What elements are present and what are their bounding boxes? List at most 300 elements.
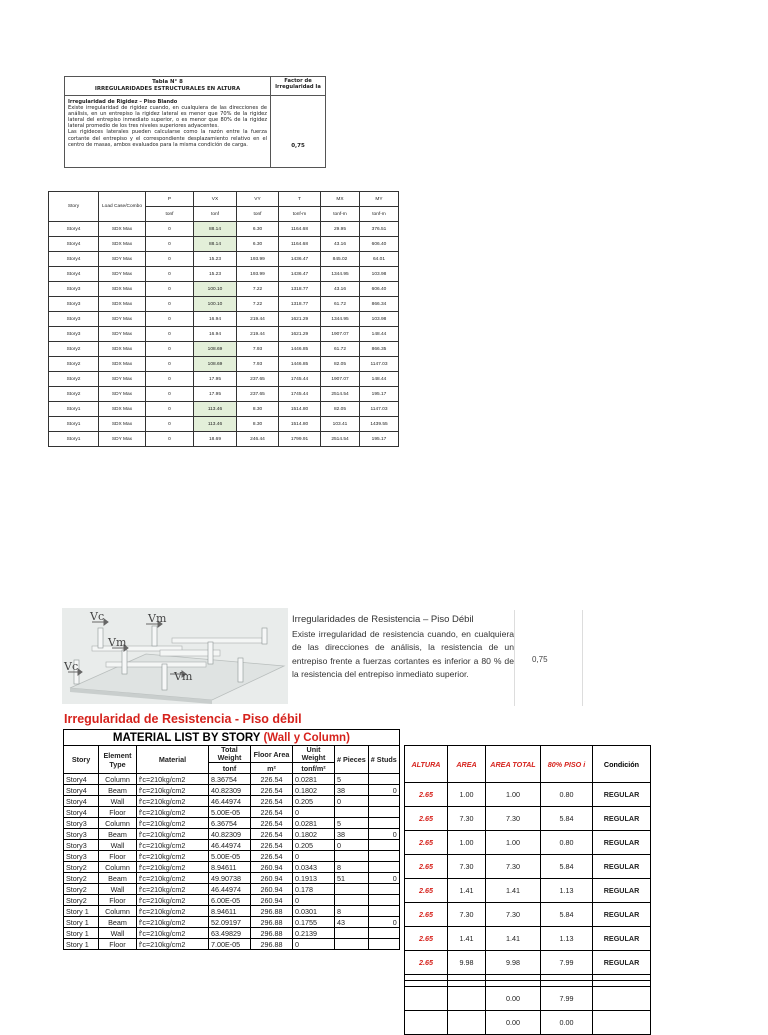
material-cell-unit-weight: 0 xyxy=(293,895,335,906)
forces-cell-t: 1745.44 xyxy=(279,387,321,402)
diagram-label-vc: Vc xyxy=(64,660,79,673)
material-cell-studs xyxy=(368,939,399,950)
forces-cell-p: 0 xyxy=(146,312,194,327)
material-cell-total-weight: 8.94611 xyxy=(209,906,251,917)
material-cell-story: Story 1 xyxy=(64,939,99,950)
forces-row xyxy=(49,342,399,357)
forces-cell-vy: 193.99 xyxy=(237,267,279,282)
material-cell-floor-area: 296.88 xyxy=(251,939,293,950)
check-row xyxy=(405,951,651,975)
forces-cell-vx: 100.10 xyxy=(194,297,237,312)
forces-cell-loadcase: SDX Max xyxy=(99,402,146,417)
material-row xyxy=(64,818,400,829)
material-cell-unit-weight: 0.178 xyxy=(293,884,335,895)
forces-cell-mx: 1907.07 xyxy=(321,372,360,387)
material-cell-floor-area: 260.94 xyxy=(251,873,293,884)
check-cell-80-piso: 1.13 xyxy=(541,927,593,951)
material-cell-total-weight: 6.00E-05 xyxy=(209,895,251,906)
forces-cell-p: 0 xyxy=(146,267,194,282)
forces-header-mx: MX xyxy=(321,192,360,207)
forces-cell-p: 0 xyxy=(146,237,194,252)
check-cell-altura xyxy=(405,987,448,1011)
forces-cell-loadcase: SDX Max xyxy=(99,282,146,297)
material-cell-unit-weight: 0 xyxy=(293,939,335,950)
check-cell-80-piso: 1.13 xyxy=(541,879,593,903)
check-cell-area: 1.41 xyxy=(448,927,486,951)
check-header-80-piso: 80% PISO i xyxy=(541,746,593,783)
check-cell-area-total: 7.30 xyxy=(486,855,541,879)
material-cell-pieces: 5 xyxy=(335,774,369,785)
check-extra-row xyxy=(405,987,651,1011)
material-cell-story: Story 1 xyxy=(64,917,99,928)
check-cell-80-piso: 5.84 xyxy=(541,855,593,879)
forces-cell-vy: 8.30 xyxy=(237,402,279,417)
forces-cell-mx: 43.16 xyxy=(321,282,360,297)
material-cell-studs xyxy=(368,818,399,829)
check-row xyxy=(405,783,651,807)
check-extra-row xyxy=(405,1011,651,1035)
check-cell-area-total: 1.41 xyxy=(486,879,541,903)
material-row xyxy=(64,785,400,796)
material-cell-story: Story4 xyxy=(64,774,99,785)
material-header-element-type: Element Type xyxy=(99,746,137,774)
material-cell-studs xyxy=(368,862,399,873)
forces-cell-mx: 82.05 xyxy=(321,357,360,372)
forces-row xyxy=(49,267,399,282)
check-cell-altura: 2.65 xyxy=(405,879,448,903)
material-row xyxy=(64,807,400,818)
material-cell-studs xyxy=(368,906,399,917)
tabla-8-box xyxy=(64,76,326,168)
forces-cell-p: 0 xyxy=(146,297,194,312)
forces-cell-loadcase: SDY Max xyxy=(99,372,146,387)
check-cell-area: 7.30 xyxy=(448,807,486,831)
material-cell-unit-weight: 0.205 xyxy=(293,796,335,807)
material-unit: tonf xyxy=(209,763,251,774)
forces-cell-vy: 237.65 xyxy=(237,372,279,387)
forces-cell-t: 1621.29 xyxy=(279,327,321,342)
material-cell-pieces: 8 xyxy=(335,906,369,917)
material-row xyxy=(64,862,400,873)
material-row xyxy=(64,939,400,950)
check-cell-area-total: 0.00 xyxy=(486,1011,541,1035)
forces-row xyxy=(49,297,399,312)
forces-header-vy: VY xyxy=(237,192,279,207)
material-cell-material: f'c=210kg/cm2 xyxy=(137,774,209,785)
divider xyxy=(514,610,515,706)
forces-cell-loadcase: SDX Max xyxy=(99,417,146,432)
forces-cell-p: 0 xyxy=(146,327,194,342)
material-cell-pieces: 0 xyxy=(335,840,369,851)
check-cell-condicion: REGULAR xyxy=(593,783,651,807)
material-cell-element-type: Floor xyxy=(99,939,137,950)
material-cell-material: f'c=210kg/cm2 xyxy=(137,796,209,807)
check-row xyxy=(405,927,651,951)
check-cell-altura xyxy=(405,1011,448,1035)
material-header-total-weight: Total Weight xyxy=(209,746,251,763)
check-cell-area xyxy=(448,987,486,1011)
material-header-material: Material xyxy=(137,746,209,774)
forces-cell-my: 866.35 xyxy=(360,342,399,357)
material-cell-total-weight: 63.49829 xyxy=(209,928,251,939)
forces-cell-mx: 2514.54 xyxy=(321,387,360,402)
material-cell-unit-weight: 0.0281 xyxy=(293,818,335,829)
material-cell-total-weight: 52.09197 xyxy=(209,917,251,928)
tabla-8-right xyxy=(271,77,325,167)
check-cell-altura: 2.65 xyxy=(405,807,448,831)
tabla-8-header xyxy=(65,77,270,96)
forces-cell-t: 1318.77 xyxy=(279,282,321,297)
forces-cell-loadcase: SDX Max xyxy=(99,297,146,312)
forces-cell-p: 0 xyxy=(146,252,194,267)
material-cell-studs: 0 xyxy=(368,785,399,796)
material-cell-total-weight: 6.36754 xyxy=(209,818,251,829)
forces-row xyxy=(49,327,399,342)
forces-cell-t: 1514.80 xyxy=(279,417,321,432)
forces-cell-my: 148.44 xyxy=(360,327,399,342)
material-cell-material: f'c=210kg/cm2 xyxy=(137,906,209,917)
material-row xyxy=(64,928,400,939)
diagram-label-vm: Vm xyxy=(108,636,127,649)
forces-header-loadcase: Load Case/Combo xyxy=(99,192,146,222)
forces-cell-story: Story1 xyxy=(49,432,99,447)
material-header-studs: # Studs xyxy=(368,746,399,774)
check-cell-area-total: 7.30 xyxy=(486,903,541,927)
material-cell-story: Story3 xyxy=(64,840,99,851)
forces-cell-my: 376.51 xyxy=(360,222,399,237)
forces-cell-my: 64.01 xyxy=(360,252,399,267)
forces-cell-story: Story2 xyxy=(49,372,99,387)
forces-row xyxy=(49,402,399,417)
tabla-8-body xyxy=(65,96,270,148)
material-header-floor-area: Floor Area xyxy=(251,746,293,763)
forces-cell-p: 0 xyxy=(146,282,194,297)
material-header-unit-weight: Unit Weight xyxy=(293,746,335,763)
material-cell-element-type: Beam xyxy=(99,917,137,928)
material-cell-element-type: Wall xyxy=(99,796,137,807)
check-cell-area-total: 7.30 xyxy=(486,807,541,831)
forces-unit: tonf-m xyxy=(360,207,399,222)
material-cell-story: Story 1 xyxy=(64,928,99,939)
forces-cell-my: 195.17 xyxy=(360,387,399,402)
forces-cell-my: 606.40 xyxy=(360,237,399,252)
material-cell-unit-weight: 0 xyxy=(293,851,335,862)
material-table-title-text: MATERIAL LIST BY STORY xyxy=(112,731,261,744)
material-cell-material: f'c=210kg/cm2 xyxy=(137,785,209,796)
check-cell-80-piso: 5.84 xyxy=(541,807,593,831)
material-cell-material: f'c=210kg/cm2 xyxy=(137,840,209,851)
material-cell-floor-area: 226.54 xyxy=(251,829,293,840)
material-cell-element-type: Wall xyxy=(99,928,137,939)
material-cell-element-type: Column xyxy=(99,774,137,785)
material-cell-material: f'c=210kg/cm2 xyxy=(137,862,209,873)
forces-cell-story: Story4 xyxy=(49,222,99,237)
forces-cell-loadcase: SDX Max xyxy=(99,342,146,357)
factor-irregularidad-header: Factor de Irregularidad Ia xyxy=(271,77,325,96)
material-cell-material: f'c=210kg/cm2 xyxy=(137,895,209,906)
material-cell-story: Story4 xyxy=(64,785,99,796)
material-table-title xyxy=(64,730,400,746)
forces-cell-t: 1621.29 xyxy=(279,312,321,327)
check-cell-condicion: REGULAR xyxy=(593,927,651,951)
material-cell-pieces xyxy=(335,807,369,818)
forces-cell-my: 148.44 xyxy=(360,372,399,387)
material-cell-pieces: 43 xyxy=(335,917,369,928)
forces-cell-vx: 100.10 xyxy=(194,282,237,297)
forces-cell-mx: 61.72 xyxy=(321,297,360,312)
forces-row xyxy=(49,282,399,297)
forces-cell-mx: 61.72 xyxy=(321,342,360,357)
forces-cell-vy: 7.93 xyxy=(237,357,279,372)
material-cell-total-weight: 8.36754 xyxy=(209,774,251,785)
resistencia-title: Irregularidades de Resistencia – Piso Débil xyxy=(292,614,474,625)
check-cell-altura: 2.65 xyxy=(405,831,448,855)
forces-cell-story: Story2 xyxy=(49,387,99,402)
material-cell-element-type: Beam xyxy=(99,785,137,796)
material-cell-pieces: 38 xyxy=(335,785,369,796)
resistencia-box xyxy=(62,606,584,706)
forces-header-p: P xyxy=(146,192,194,207)
material-row xyxy=(64,895,400,906)
material-list-table xyxy=(63,729,400,950)
material-row xyxy=(64,796,400,807)
forces-cell-vy: 6.30 xyxy=(237,222,279,237)
check-row xyxy=(405,807,651,831)
check-cell-area: 1.00 xyxy=(448,783,486,807)
forces-cell-vx: 15.23 xyxy=(194,252,237,267)
check-cell-condicion xyxy=(593,1011,651,1035)
forces-cell-p: 0 xyxy=(146,432,194,447)
forces-cell-p: 0 xyxy=(146,357,194,372)
forces-cell-loadcase: SDY Max xyxy=(99,267,146,282)
forces-cell-p: 0 xyxy=(146,372,194,387)
factor-irregularidad-value: 0,75 xyxy=(291,142,305,149)
material-cell-pieces xyxy=(335,939,369,950)
material-cell-floor-area: 260.94 xyxy=(251,862,293,873)
check-cell-condicion xyxy=(593,987,651,1011)
material-cell-floor-area: 226.54 xyxy=(251,774,293,785)
forces-row xyxy=(49,357,399,372)
forces-cell-loadcase: SDY Max xyxy=(99,252,146,267)
check-cell-condicion: REGULAR xyxy=(593,951,651,975)
forces-cell-vx: 16.94 xyxy=(194,327,237,342)
material-cell-story: Story2 xyxy=(64,862,99,873)
material-row xyxy=(64,917,400,928)
material-cell-total-weight: 46.44974 xyxy=(209,796,251,807)
check-cell-80-piso: 0.80 xyxy=(541,783,593,807)
resistencia-description: Existe irregularidad de resistencia cuando, en cualquiera de las direcciones de análisis, la resistencia de un entrepiso frente a fuerzas cortantes es inferior a 80 % de la resistencia del entrepiso inmediato superior. xyxy=(292,629,514,679)
material-cell-element-type: Column xyxy=(99,906,137,917)
check-cell-altura: 2.65 xyxy=(405,783,448,807)
material-row xyxy=(64,840,400,851)
material-cell-total-weight: 5.00E-05 xyxy=(209,807,251,818)
material-cell-pieces: 8 xyxy=(335,862,369,873)
check-cell-80-piso: 7.99 xyxy=(541,951,593,975)
check-cell-area-total: 0.00 xyxy=(486,987,541,1011)
material-unit: m² xyxy=(251,763,293,774)
material-cell-element-type: Floor xyxy=(99,851,137,862)
material-row xyxy=(64,851,400,862)
diagram-label-vm: Vm xyxy=(174,670,193,683)
check-cell-area-total: 1.00 xyxy=(486,783,541,807)
check-cell-altura: 2.65 xyxy=(405,951,448,975)
piso-debil-section-title: Irregularidad de Resistencia - Piso débil xyxy=(64,712,302,726)
material-cell-pieces xyxy=(335,895,369,906)
material-cell-material: f'c=210kg/cm2 xyxy=(137,873,209,884)
forces-row xyxy=(49,387,399,402)
forces-cell-story: Story4 xyxy=(49,237,99,252)
forces-cell-loadcase: SDY Max xyxy=(99,327,146,342)
forces-row xyxy=(49,432,399,447)
material-cell-unit-weight: 0.0343 xyxy=(293,862,335,873)
material-cell-studs xyxy=(368,884,399,895)
material-cell-material: f'c=210kg/cm2 xyxy=(137,818,209,829)
forces-cell-loadcase: SDX Max xyxy=(99,357,146,372)
forces-cell-t: 1446.85 xyxy=(279,357,321,372)
forces-cell-p: 0 xyxy=(146,222,194,237)
forces-row xyxy=(49,417,399,432)
tabla-8-left xyxy=(65,77,271,167)
material-cell-unit-weight: 0.1755 xyxy=(293,917,335,928)
diagram-label-vc: Vc xyxy=(90,610,105,623)
check-cell-area-total: 1.41 xyxy=(486,927,541,951)
material-cell-story: Story3 xyxy=(64,851,99,862)
check-cell-altura: 2.65 xyxy=(405,855,448,879)
forces-cell-mx: 103.41 xyxy=(321,417,360,432)
forces-header-story: Story xyxy=(49,192,99,222)
forces-cell-loadcase: SDX Max xyxy=(99,237,146,252)
material-row xyxy=(64,873,400,884)
material-cell-studs xyxy=(368,928,399,939)
material-cell-unit-weight: 0 xyxy=(293,807,335,818)
material-cell-element-type: Wall xyxy=(99,840,137,851)
forces-cell-story: Story3 xyxy=(49,312,99,327)
forces-cell-vx: 88.14 xyxy=(194,222,237,237)
material-cell-floor-area: 296.88 xyxy=(251,917,293,928)
material-cell-studs xyxy=(368,895,399,906)
forces-cell-vx: 108.69 xyxy=(194,357,237,372)
piso-debil-check-table xyxy=(404,745,651,1035)
forces-cell-my: 103.98 xyxy=(360,267,399,282)
check-header-condicion: Condición xyxy=(593,746,651,783)
forces-unit: tonf xyxy=(237,207,279,222)
material-cell-element-type: Beam xyxy=(99,873,137,884)
forces-cell-mx: 82.05 xyxy=(321,402,360,417)
forces-row xyxy=(49,312,399,327)
material-cell-total-weight: 46.44974 xyxy=(209,884,251,895)
material-cell-studs xyxy=(368,851,399,862)
material-cell-total-weight: 49.90738 xyxy=(209,873,251,884)
material-cell-total-weight: 40.82309 xyxy=(209,785,251,796)
material-cell-floor-area: 260.94 xyxy=(251,884,293,895)
forces-row xyxy=(49,222,399,237)
forces-cell-mx: 43.16 xyxy=(321,237,360,252)
forces-cell-my: 1439.55 xyxy=(360,417,399,432)
forces-table-body xyxy=(49,222,399,447)
check-cell-area-total: 1.00 xyxy=(486,831,541,855)
material-cell-story: Story2 xyxy=(64,895,99,906)
check-cell-condicion: REGULAR xyxy=(593,855,651,879)
piso-debil-diagram xyxy=(62,608,288,704)
check-header-area: AREA xyxy=(448,746,486,783)
material-cell-floor-area: 226.54 xyxy=(251,840,293,851)
diagram-label-vm: Vm xyxy=(148,612,167,625)
check-cell-condicion: REGULAR xyxy=(593,903,651,927)
material-cell-pieces: 5 xyxy=(335,818,369,829)
material-cell-floor-area: 296.88 xyxy=(251,906,293,917)
check-row xyxy=(405,831,651,855)
material-row xyxy=(64,906,400,917)
check-row xyxy=(405,903,651,927)
forces-cell-vy: 237.65 xyxy=(237,387,279,402)
forces-cell-vy: 219.44 xyxy=(237,327,279,342)
check-header-altura: ALTURA xyxy=(405,746,448,783)
forces-cell-t: 1799.91 xyxy=(279,432,321,447)
forces-cell-story: Story4 xyxy=(49,267,99,282)
forces-cell-my: 1147.03 xyxy=(360,402,399,417)
check-table-body xyxy=(405,783,651,1035)
forces-cell-story: Story1 xyxy=(49,417,99,432)
forces-cell-p: 0 xyxy=(146,402,194,417)
material-cell-total-weight: 7.00E-05 xyxy=(209,939,251,950)
forces-cell-story: Story2 xyxy=(49,357,99,372)
forces-cell-my: 866.34 xyxy=(360,297,399,312)
forces-header-my: MY xyxy=(360,192,399,207)
forces-cell-vy: 219.44 xyxy=(237,312,279,327)
tabla-8-subtitle: IRREGULARIDADES ESTRUCTURALES EN ALTURA xyxy=(94,86,241,92)
material-cell-studs xyxy=(368,796,399,807)
forces-unit: tonf xyxy=(146,207,194,222)
material-cell-studs: 0 xyxy=(368,873,399,884)
check-cell-area: 1.41 xyxy=(448,879,486,903)
material-cell-element-type: Floor xyxy=(99,895,137,906)
forces-cell-mx: 1344.95 xyxy=(321,267,360,282)
material-cell-material: f'c=210kg/cm2 xyxy=(137,917,209,928)
material-cell-pieces xyxy=(335,884,369,895)
forces-cell-vx: 18.69 xyxy=(194,432,237,447)
check-row xyxy=(405,855,651,879)
material-cell-floor-area: 226.54 xyxy=(251,807,293,818)
check-cell-80-piso: 0.00 xyxy=(541,1011,593,1035)
forces-cell-story: Story1 xyxy=(49,402,99,417)
material-cell-story: Story2 xyxy=(64,873,99,884)
material-cell-studs: 0 xyxy=(368,917,399,928)
material-cell-element-type: Floor xyxy=(99,807,137,818)
material-cell-story: Story3 xyxy=(64,829,99,840)
check-cell-area-total: 9.98 xyxy=(486,951,541,975)
material-cell-unit-weight: 0.205 xyxy=(293,840,335,851)
forces-unit: tonf xyxy=(194,207,237,222)
material-cell-total-weight: 8.94611 xyxy=(209,862,251,873)
material-cell-material: f'c=210kg/cm2 xyxy=(137,807,209,818)
material-cell-pieces xyxy=(335,928,369,939)
forces-cell-t: 1436.47 xyxy=(279,252,321,267)
tabla-8-title: Tabla N° 8 xyxy=(152,79,183,85)
material-cell-story: Story4 xyxy=(64,807,99,818)
material-cell-material: f'c=210kg/cm2 xyxy=(137,884,209,895)
check-cell-condicion: REGULAR xyxy=(593,831,651,855)
check-row xyxy=(405,879,651,903)
forces-cell-vy: 6.30 xyxy=(237,237,279,252)
material-cell-pieces: 51 xyxy=(335,873,369,884)
forces-cell-vy: 8.30 xyxy=(237,417,279,432)
material-cell-element-type: Wall xyxy=(99,884,137,895)
material-cell-total-weight: 46.44974 xyxy=(209,840,251,851)
forces-row xyxy=(49,372,399,387)
forces-cell-loadcase: SDY Max xyxy=(99,312,146,327)
check-cell-80-piso: 7.99 xyxy=(541,987,593,1011)
material-cell-element-type: Column xyxy=(99,818,137,829)
